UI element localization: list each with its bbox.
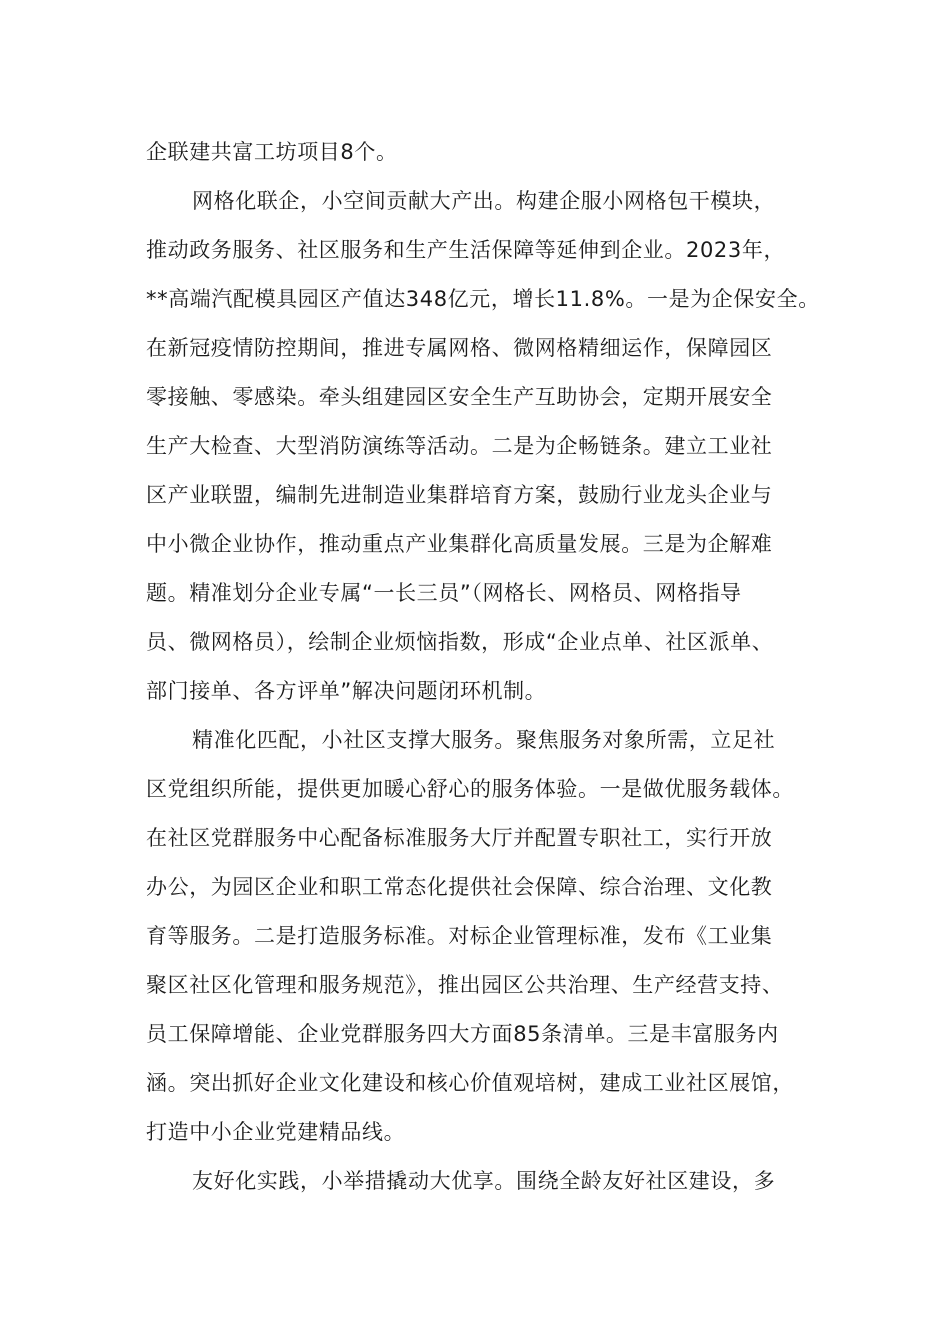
- text-line: 育等服务。二是打造服务标准。对标企业管理标准，发布《工业集: [146, 924, 773, 948]
- text-line: 友好化实践，小举措撬动大优享。围绕全龄友好社区建设，多: [192, 1169, 776, 1193]
- text-line: 推动政务服务、社区服务和生产生活保障等延伸到企业。2023年，: [146, 238, 786, 262]
- text-line: 生产大检查、大型消防演练等活动。二是为企畅链条。建立工业社: [146, 434, 773, 458]
- text-line: 员工保障增能、企业党群服务四大方面85条清单。三是丰富服务内: [146, 1022, 779, 1046]
- text-line: 企联建共富工坊项目8个。: [146, 140, 398, 164]
- text-line: **高端汽配模具园区产值达348亿元，增长11.8%。一是为企保安全。: [146, 287, 820, 311]
- text-line: 精准化匹配，小社区支撑大服务。聚焦服务对象所需，立足社: [192, 728, 776, 752]
- text-line: 区党组织所能，提供更加暖心舒心的服务体验。一是做优服务载体。: [146, 777, 794, 801]
- text-line: 打造中小企业党建精品线。: [146, 1120, 406, 1144]
- text-line: 在社区党群服务中心配备标准服务大厅并配置专职社工，实行开放: [146, 826, 773, 850]
- text-line: 办公，为园区企业和职工常态化提供社会保障、综合治理、文化教: [146, 875, 773, 899]
- text-line: 在新冠疫情防控期间，推进专属网格、微网格精细运作，保障园区: [146, 336, 773, 360]
- text-line: 员、微网格员），绘制企业烦恼指数，形成“企业点单、社区派单、: [146, 630, 774, 654]
- text-line: 涵。突出抓好企业文化建设和核心价值观培树，建成工业社区展馆，: [146, 1071, 794, 1095]
- text-line: 网格化联企，小空间贡献大产出。构建企服小网格包干模块，: [192, 189, 776, 213]
- text-line: 零接触、零感染。牵头组建园区安全生产互助协会，定期开展安全: [146, 385, 773, 409]
- document-body: [146, 128, 826, 1206]
- text-line: 中小微企业协作，推动重点产业集群化高质量发展。三是为企解难: [146, 532, 773, 556]
- text-line: 部门接单、各方评单”解决问题闭环机制。: [146, 679, 547, 703]
- text-line: 题。精准划分企业专属“一长三员”（网格长、网格员、网格指导: [146, 581, 742, 605]
- text-line: 区产业联盟，编制先进制造业集群培育方案，鼓励行业龙头企业与: [146, 483, 773, 507]
- text-line: 聚区社区化管理和服务规范》，推出园区公共治理、生产经营支持、: [146, 973, 784, 997]
